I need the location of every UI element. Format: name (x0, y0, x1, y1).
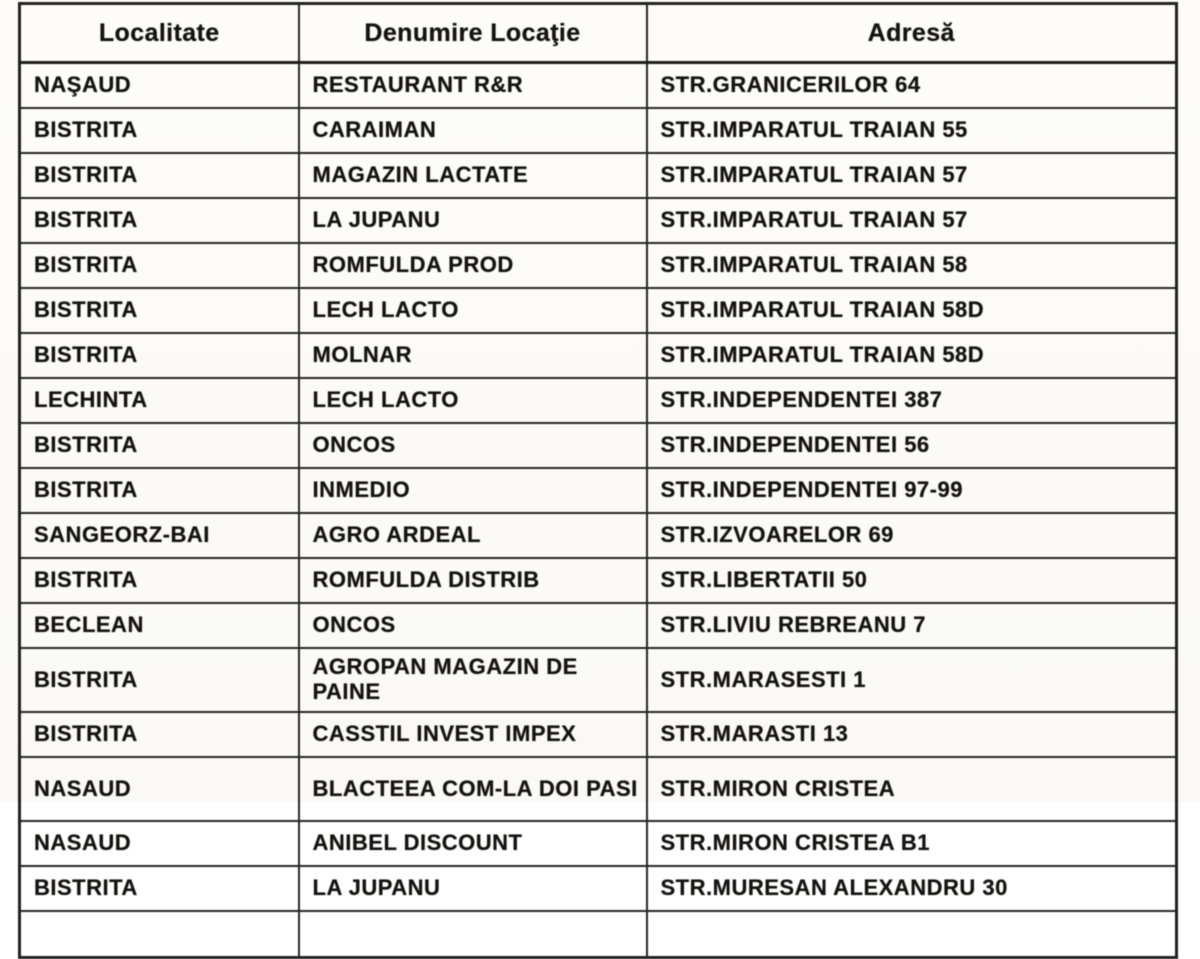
table-row (20, 468, 1177, 513)
table-row (20, 757, 1177, 821)
table-row (20, 63, 1177, 109)
cell-localitate: NASAUD (20, 757, 299, 821)
cell-localitate: BISTRITA (20, 288, 299, 333)
cell-localitate: BISTRITA (20, 108, 299, 153)
cell-denumire: AGRO ARDEAL (299, 513, 647, 558)
cell-adresa: STR.INDEPENDENTEI 97-99 (647, 468, 1177, 513)
header-adresa: Adresă (647, 4, 1177, 63)
table-row (20, 243, 1177, 288)
cell-denumire: AGROPAN MAGAZIN DE PAINE (299, 648, 647, 712)
cell-adresa: STR.IMPARATUL TRAIAN 58D (647, 333, 1177, 378)
cell-adresa: STR.GRANICERILOR 64 (647, 63, 1177, 109)
cell-empty (20, 911, 299, 958)
table-body (20, 63, 1177, 912)
cell-denumire: MOLNAR (299, 333, 647, 378)
cell-empty (299, 911, 647, 958)
cell-denumire: CASSTIL INVEST IMPEX (299, 712, 647, 757)
cell-localitate: BISTRITA (20, 198, 299, 243)
cell-localitate: BISTRITA (20, 243, 299, 288)
cell-denumire: MAGAZIN LACTATE (299, 153, 647, 198)
header-denumire-locatie: Denumire Locaţie (299, 4, 647, 63)
table-row (20, 513, 1177, 558)
table-row (20, 288, 1177, 333)
header-localitate: Localitate (20, 4, 299, 63)
cell-adresa: STR.IMPARATUL TRAIAN 55 (647, 108, 1177, 153)
cell-localitate: BISTRITA (20, 333, 299, 378)
cell-localitate: NAŞAUD (20, 63, 299, 109)
table-row-cutoff (20, 911, 1177, 958)
cell-localitate: SANGEORZ-BAI (20, 513, 299, 558)
cell-localitate: BISTRITA (20, 866, 299, 911)
table-row (20, 378, 1177, 423)
cell-denumire: LA JUPANU (299, 866, 647, 911)
cell-localitate: BISTRITA (20, 648, 299, 712)
locations-table (18, 2, 1178, 959)
cell-denumire: ANIBEL DISCOUNT (299, 821, 647, 866)
cell-localitate: BISTRITA (20, 712, 299, 757)
cell-adresa: STR.MARASTI 13 (647, 712, 1177, 757)
cell-adresa: STR.LIVIU REBREANU 7 (647, 603, 1177, 648)
cell-localitate: BISTRITA (20, 423, 299, 468)
cell-adresa: STR.IMPARATUL TRAIAN 57 (647, 198, 1177, 243)
cell-denumire: RESTAURANT R&R (299, 63, 647, 109)
cell-denumire: LECH LACTO (299, 288, 647, 333)
table-row (20, 821, 1177, 866)
cell-denumire: ROMFULDA PROD (299, 243, 647, 288)
cell-localitate: BISTRITA (20, 558, 299, 603)
table-row (20, 648, 1177, 712)
cell-localitate: LECHINTA (20, 378, 299, 423)
cell-adresa: STR.MIRON CRISTEA B1 (647, 821, 1177, 866)
cell-denumire: BLACTEEA COM-LA DOI PASI (299, 757, 647, 821)
table-row (20, 198, 1177, 243)
cell-empty (647, 911, 1177, 958)
cell-denumire: ROMFULDA DISTRIB (299, 558, 647, 603)
cell-denumire: INMEDIO (299, 468, 647, 513)
table-row (20, 333, 1177, 378)
cell-denumire: LA JUPANU (299, 198, 647, 243)
cell-adresa: STR.IZVOARELOR 69 (647, 513, 1177, 558)
cell-localitate: BISTRITA (20, 153, 299, 198)
table-row (20, 558, 1177, 603)
table-row (20, 712, 1177, 757)
cell-denumire: ONCOS (299, 603, 647, 648)
cell-adresa: STR.INDEPENDENTEI 387 (647, 378, 1177, 423)
table-header-row (20, 4, 1177, 63)
cell-adresa: STR.IMPARATUL TRAIAN 58D (647, 288, 1177, 333)
cell-localitate: BISTRITA (20, 468, 299, 513)
cell-adresa: STR.MARASESTI 1 (647, 648, 1177, 712)
table-row (20, 866, 1177, 911)
cell-denumire: CARAIMAN (299, 108, 647, 153)
cell-adresa: STR.MURESAN ALEXANDRU 30 (647, 866, 1177, 911)
cell-localitate: NASAUD (20, 821, 299, 866)
cell-denumire: ONCOS (299, 423, 647, 468)
table-row (20, 153, 1177, 198)
cell-adresa: STR.MIRON CRISTEA (647, 757, 1177, 821)
cell-localitate: BECLEAN (20, 603, 299, 648)
table-row (20, 603, 1177, 648)
table-row (20, 423, 1177, 468)
cell-adresa: STR.LIBERTATII 50 (647, 558, 1177, 603)
cell-adresa: STR.IMPARATUL TRAIAN 57 (647, 153, 1177, 198)
cell-adresa: STR.IMPARATUL TRAIAN 58 (647, 243, 1177, 288)
cell-denumire: LECH LACTO (299, 378, 647, 423)
table-row (20, 108, 1177, 153)
cell-adresa: STR.INDEPENDENTEI 56 (647, 423, 1177, 468)
